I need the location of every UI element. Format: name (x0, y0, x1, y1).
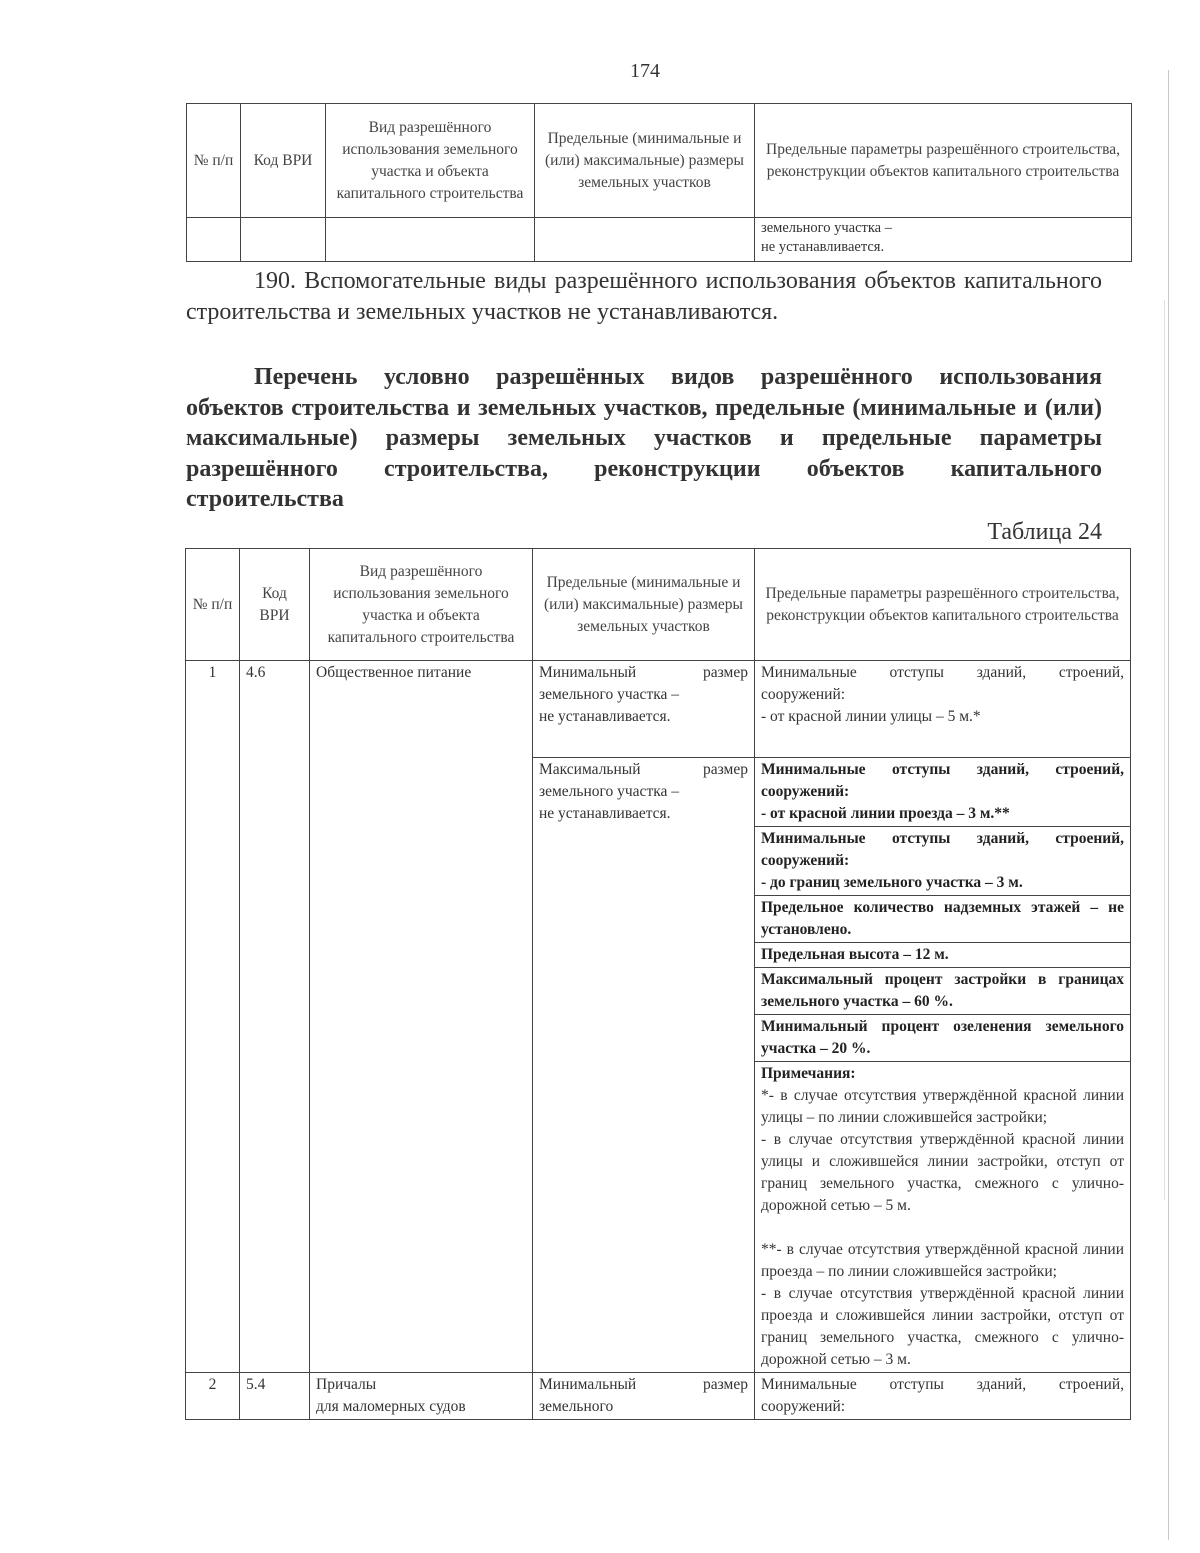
param-cell: Минимальный процент озеленения земельного участка – 20 %. (755, 1014, 1130, 1061)
table-caption: Таблица 24 (987, 519, 1102, 545)
col-header-size: Предельные (минимальные и (или) максимальные) размеры земельных участков (533, 549, 755, 661)
row-code: 4.6 (240, 661, 310, 1373)
col-header-size: Предельные (минимальные и (или) максимальные) размеры земельных участков (535, 104, 755, 218)
section-heading: Перечень условно разрешённых видов разрешённого использования объектов строительства и земельных участков, предельные (минимальные и (или) максимальные) размеры земельных участков и предельные параметры разрешённого строительства, реконструкции объектов капитального строительства (186, 364, 1102, 512)
min-size-cell: Минимальный размер земельного участка – не устанавливается. (533, 661, 755, 758)
col-header-kind: Вид разрешённого использования земельного участка и объекта капитального строительства (310, 549, 533, 661)
notes-cell (755, 1061, 1130, 1372)
row-number: 1 (186, 661, 240, 1373)
param-cell: Минимальные отступы зданий, строений, сооружений: - до границ земельного участка – 3 м. (755, 826, 1130, 895)
notes-text: **- в случае отсутствия утверждённой красной линии проезда – по линии сложившейся застройки; - в случае отсутствия утверждённой красной линии проезда и сложившейся линии застройки, отступ от границ земельного участка, смежного с улично-дорожной сетью – 3 м. (761, 1241, 1124, 1368)
col-header-params: Предельные параметры разрешённого строительства, реконструкции объектов капитального строительства (755, 104, 1132, 218)
cell-empty (535, 218, 755, 262)
col-header-num: № п/п (187, 104, 241, 218)
param-cell: Минимальные отступы зданий, строений, сооружений: - от красной линии улицы – 5 м.* (755, 661, 1131, 758)
paragraph-190: 190. Вспомогательные виды разрешённого использования объектов капитального строительства и земельных участков не устанавливаются. (186, 268, 1102, 325)
col-header-code: Код ВРИ (241, 104, 326, 218)
max-size-cell: Максимальный размер земельного участка – не устанавливается. (533, 758, 755, 1373)
page-number: 174 (630, 60, 660, 82)
table-continuation (186, 103, 1132, 262)
notes-text: *- в случае отсутствия утверждённой красной линии улицы – по линии сложившейся застройки; - в случае отсутствия утверждённой красной линии улицы и сложившейся линии застройки, отступ от границ земельного участка, смежного с улично-дорожной сетью – 5 м. (761, 1087, 1124, 1214)
param-cell: Минимальные отступы зданий, строений, сооружений: - от красной линии проезда – 3 м.** (761, 761, 1124, 822)
notes-title: Примечания: (761, 1065, 856, 1082)
min-size-cell: Минимальный размер земельного (533, 1373, 755, 1420)
row-code: 5.4 (240, 1373, 310, 1420)
params-group (755, 758, 1131, 1373)
table-row (186, 1373, 1131, 1420)
col-header-num: № п/п (186, 549, 240, 661)
col-header-kind: Вид разрешённого использования земельного участка и объекта капитального строительства (326, 104, 535, 218)
scan-edge-line (1168, 70, 1169, 1540)
scan-edge-line-faint (1164, 300, 1165, 1200)
param-cell: Предельная высота – 12 м. (755, 942, 1130, 967)
param-cell: Максимальный процент застройки в границах земельного участка – 60 %. (755, 967, 1130, 1014)
table-24 (185, 548, 1131, 1420)
param-cell: Минимальные отступы зданий, строений, сооружений: (755, 1373, 1131, 1420)
row-number: 2 (186, 1373, 240, 1420)
col-header-code: Код ВРИ (240, 549, 310, 661)
row-kind: Причалы для маломерных судов (310, 1373, 533, 1420)
cell-empty (187, 218, 241, 262)
param-cell: Предельное количество надземных этажей – не установлено. (755, 895, 1130, 942)
row-kind: Общественное питание (310, 661, 533, 1373)
col-header-params: Предельные параметры разрешённого строительства, реконструкции объектов капитального строительства (755, 549, 1131, 661)
cell-empty (241, 218, 326, 262)
cell-empty (326, 218, 535, 262)
table-row (186, 661, 1131, 758)
carry-over-text: земельного участка – не устанавливается. (755, 218, 1132, 262)
